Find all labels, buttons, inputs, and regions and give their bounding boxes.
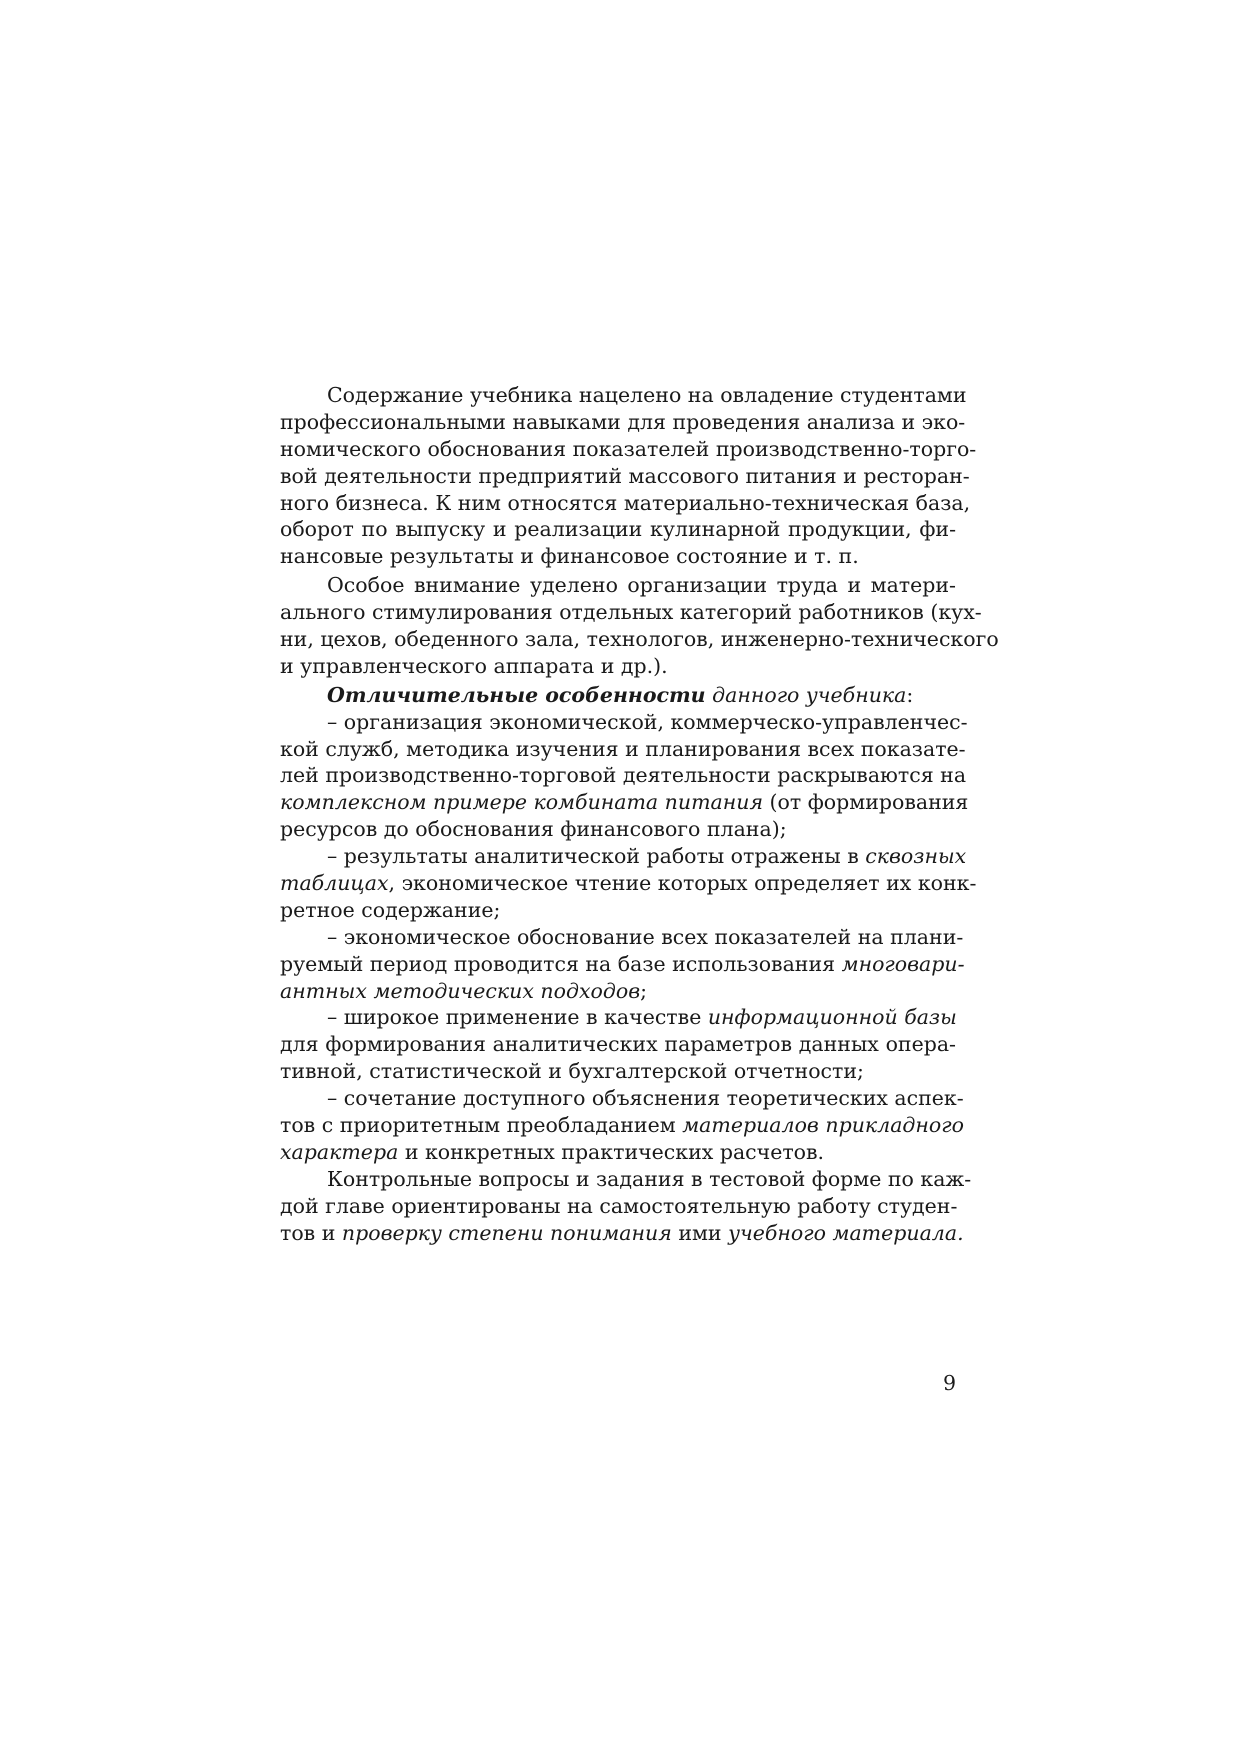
- text-line: [280, 436, 977, 463]
- text-run: вой деятельности предприятий массового питания и ресторан-: [280, 463, 970, 488]
- text-run: ретное содержание;: [280, 897, 501, 922]
- text-run: ального стимулирования отдельных категорий работников (кух-: [280, 600, 982, 625]
- text-run: и управленческого аппарата и др.).: [280, 653, 668, 678]
- text-line: [280, 1193, 956, 1220]
- text-line: [280, 789, 969, 816]
- text-line: [280, 543, 956, 570]
- list-item-justification: [280, 924, 965, 1005]
- text-run: , экономическое чтение которых определяет их конк-: [388, 871, 977, 896]
- text-line: [280, 463, 970, 490]
- text-run: лей производственно-торговой деятельности раскрываются на: [280, 763, 967, 788]
- text-line: [280, 1031, 956, 1058]
- text-run: и конкретных практических расчетов.: [398, 1139, 825, 1164]
- text-line: [280, 924, 964, 951]
- text-run: оборот по выпуску и реализации кулинарной продукции, фи-: [280, 517, 956, 542]
- text-line: [280, 1220, 964, 1247]
- list-item-results: [280, 843, 977, 924]
- text-run: – экономическое обоснование всех показателей на плани-: [327, 924, 964, 949]
- text-run: – результаты аналитической работы отражены в: [327, 844, 866, 869]
- text-run: (от формирования: [763, 790, 969, 815]
- text-line: [280, 951, 965, 978]
- text-line: [280, 490, 971, 517]
- text-run: нансовые результаты и финансовое состояние и т. п.: [280, 544, 859, 569]
- text-line: [280, 682, 956, 709]
- text-line: [280, 736, 966, 763]
- text-run: дой главе ориентированы на самостоятельную работу студен-: [280, 1193, 958, 1218]
- italic-text: сквозных: [865, 844, 967, 869]
- text-run: кой служб, методика изучения и планирования всех показате-: [280, 736, 966, 761]
- text-run: ресурсов до обоснования финансового плана);: [280, 817, 787, 842]
- text-run: ;: [640, 978, 648, 1003]
- italic-text: информационной базы: [707, 1005, 957, 1030]
- text-line: [280, 626, 999, 653]
- text-run: – широкое применение в качестве: [327, 1005, 708, 1030]
- italic-text: многовари-: [841, 951, 965, 976]
- body-text: [280, 382, 999, 1247]
- text-run: ного бизнеса. К ним относятся материально-техническая база,: [280, 490, 971, 515]
- text-line: [280, 978, 956, 1005]
- text-run: руемый период проводится на базе использования: [280, 951, 842, 976]
- paragraph-intro: [280, 382, 977, 570]
- text-line: [280, 382, 967, 409]
- list-item-organization: [280, 709, 969, 843]
- text-line: [280, 1166, 972, 1193]
- text-line: [280, 709, 968, 736]
- italic-text: характера: [280, 1139, 399, 1164]
- text-run: – организация экономической, коммерческо-управленчес-: [327, 709, 968, 734]
- text-run: профессиональными навыками для проведения анализа и эко-: [280, 409, 966, 434]
- text-line: [280, 1139, 956, 1166]
- list-item-combination: [280, 1085, 964, 1166]
- italic-text: антных методических подходов: [280, 978, 641, 1003]
- text-run: – сочетание доступного объяснения теоретических аспек-: [327, 1086, 964, 1111]
- text-run: ни, цехов, обеденного зала, технологов, инженерно-технического: [280, 627, 999, 652]
- text-line: [280, 1004, 956, 1031]
- paragraph-features-heading: [280, 682, 956, 709]
- text-line: [280, 1112, 964, 1139]
- italic-text: учебного материала.: [728, 1220, 964, 1245]
- bold-italic-text: Отличительные особенности: [327, 682, 706, 707]
- italic-text: данного учебника: [712, 682, 907, 707]
- text-line: [280, 599, 982, 626]
- italic-text: таблицах: [280, 871, 389, 896]
- text-line: [280, 816, 956, 843]
- text-run: номического обоснования показателей производственно-торго-: [280, 436, 977, 461]
- text-run: тов с приоритетным преобладанием: [280, 1113, 683, 1138]
- text-line: [280, 870, 977, 897]
- text-run: Контрольные вопросы и задания в тестовой форме по каж-: [327, 1166, 972, 1191]
- text-line: [280, 653, 956, 680]
- text-line: [280, 1058, 956, 1085]
- text-line: [280, 409, 966, 436]
- text-run: :: [906, 682, 914, 707]
- page-number: 9: [942, 1371, 956, 1395]
- text-line: [280, 897, 956, 924]
- text-run: ими: [671, 1220, 729, 1245]
- paragraph-labor: [280, 572, 999, 680]
- text-line: [280, 843, 967, 870]
- italic-text: комплексном примере комбината питания: [280, 790, 764, 815]
- text-run: Особое внимание уделено организации труда и матери-: [327, 573, 956, 598]
- list-item-information-base: [280, 1004, 956, 1085]
- paragraph-control-questions: [280, 1166, 972, 1247]
- text-run: Содержание учебника нацелено на овладение студентами: [327, 383, 967, 407]
- text-line: [280, 762, 967, 789]
- text-line: [280, 1085, 964, 1112]
- italic-text: материалов прикладного: [682, 1113, 964, 1138]
- text-run: тивной, статистической и бухгалтерской отчетности;: [280, 1059, 864, 1084]
- text-line: [280, 516, 956, 543]
- text-run: для формирования аналитических параметров данных опера-: [280, 1032, 956, 1057]
- italic-text: проверку степени понимания: [341, 1220, 672, 1245]
- text-run: тов и: [280, 1220, 342, 1245]
- text-line: [280, 572, 956, 599]
